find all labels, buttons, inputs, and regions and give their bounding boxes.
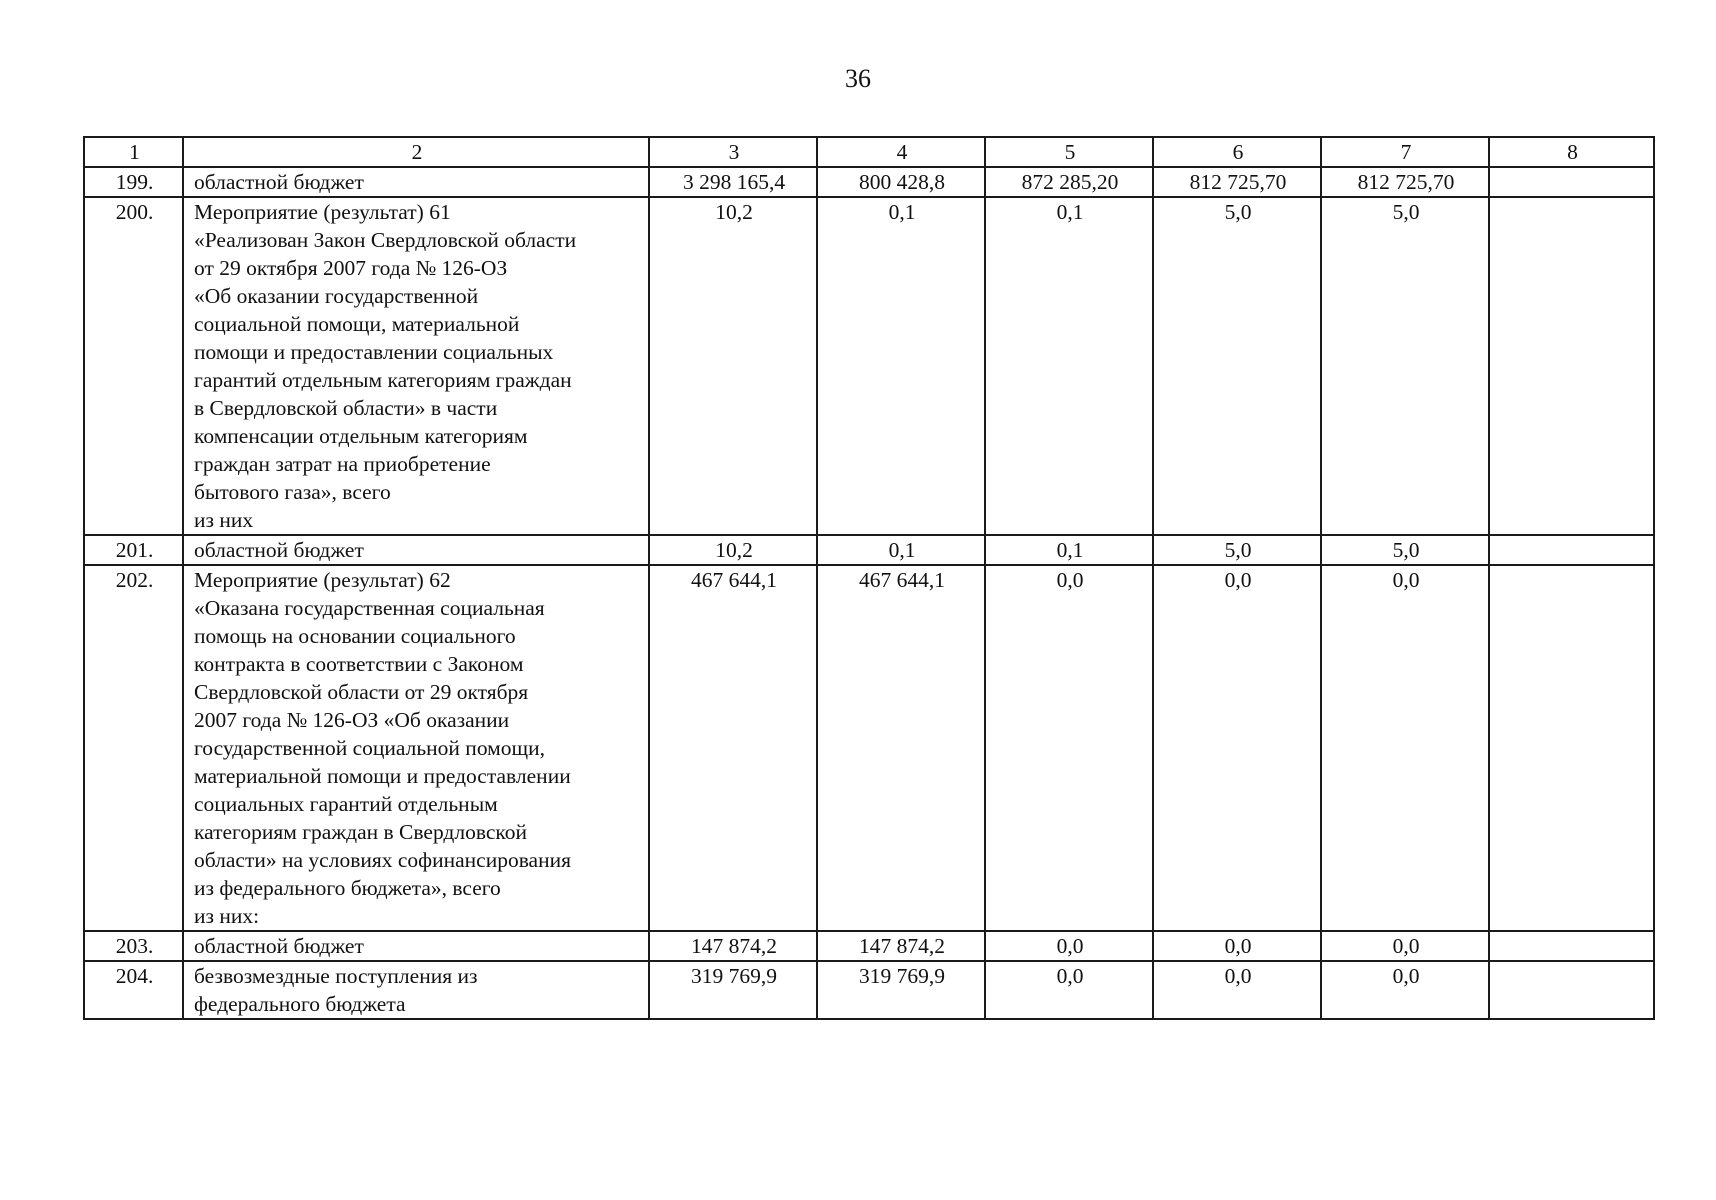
value-cell-col-3: 319 769,9	[649, 961, 817, 1019]
value-cell-col-6: 0,0	[1153, 565, 1321, 931]
description-line: области» на условиях софинансирования	[194, 848, 572, 872]
value-cell-col-8	[1489, 535, 1654, 565]
row-number: 202.	[84, 565, 183, 931]
description-line: Мероприятие (результат) 61	[194, 200, 451, 224]
row-description	[183, 565, 649, 931]
row-description	[183, 197, 649, 535]
header-row	[84, 137, 1654, 167]
value-cell-col-6: 5,0	[1153, 197, 1321, 535]
value-cell-col-3: 10,2	[649, 197, 817, 535]
description-line: помощи и предоставлении социальных	[194, 340, 554, 364]
value-cell-col-7: 5,0	[1321, 535, 1489, 565]
row-number: 203.	[84, 931, 183, 961]
description-line: 2007 года № 126-ОЗ «Об оказании	[194, 708, 510, 732]
value-cell-col-7: 812 725,70	[1321, 167, 1489, 197]
description-line: государственной социальной помощи,	[194, 736, 545, 760]
value-cell-col-3: 10,2	[649, 535, 817, 565]
value-cell-col-6: 0,0	[1153, 961, 1321, 1019]
column-header: 6	[1153, 137, 1321, 167]
description-line: гарантий отдельным категориям граждан	[194, 368, 572, 392]
value-cell-col-5: 0,0	[985, 931, 1153, 961]
value-cell-col-8	[1489, 197, 1654, 535]
description-line: Мероприятие (результат) 62	[194, 568, 451, 592]
column-header: 7	[1321, 137, 1489, 167]
description-line: из федерального бюджета», всего	[194, 876, 501, 900]
row-number: 200.	[84, 197, 183, 535]
row-description	[183, 931, 649, 961]
column-header: 3	[649, 137, 817, 167]
description-line: Свердловской области от 29 октября	[194, 680, 529, 704]
value-cell-col-3: 467 644,1	[649, 565, 817, 931]
description-line: федерального бюджета	[194, 992, 406, 1016]
row-description	[183, 167, 649, 197]
value-cell-col-4: 800 428,8	[817, 167, 985, 197]
description-line: социальной помощи, материальной	[194, 312, 520, 336]
description-line: из них	[194, 508, 254, 532]
description-line: категориям граждан в Свердловской	[194, 820, 528, 844]
description-line: «Об оказании государственной	[194, 284, 479, 308]
row-number: 201.	[84, 535, 183, 565]
column-header: 1	[84, 137, 183, 167]
budget-table	[83, 136, 1655, 1020]
value-cell-col-4: 0,1	[817, 535, 985, 565]
table-row	[84, 931, 1654, 961]
table-row	[84, 535, 1654, 565]
row-number: 199.	[84, 167, 183, 197]
value-cell-col-5: 872 285,20	[985, 167, 1153, 197]
value-cell-col-4: 467 644,1	[817, 565, 985, 931]
description-line: областной бюджет	[194, 170, 364, 194]
row-description	[183, 535, 649, 565]
description-line: из них:	[194, 904, 260, 928]
value-cell-col-7: 0,0	[1321, 931, 1489, 961]
value-cell-col-8	[1489, 565, 1654, 931]
description-line: материальной помощи и предоставлении	[194, 764, 571, 788]
description-line: областной бюджет	[194, 934, 364, 958]
table-row	[84, 197, 1654, 535]
value-cell-col-4: 319 769,9	[817, 961, 985, 1019]
description-line: от 29 октября 2007 года № 126-ОЗ	[194, 256, 508, 280]
value-cell-col-8	[1489, 961, 1654, 1019]
value-cell-col-6: 5,0	[1153, 535, 1321, 565]
value-cell-col-3: 3 298 165,4	[649, 167, 817, 197]
description-line: в Свердловской области» в части	[194, 396, 498, 420]
description-line: бытового газа», всего	[194, 480, 391, 504]
row-description	[183, 961, 649, 1019]
description-line: «Реализован Закон Свердловской области	[194, 228, 577, 252]
description-line: «Оказана государственная социальная	[194, 596, 545, 620]
description-line: контракта в соответствии с Законом	[194, 652, 524, 676]
value-cell-col-5: 0,0	[985, 565, 1153, 931]
value-cell-col-5: 0,1	[985, 197, 1153, 535]
value-cell-col-7: 0,0	[1321, 565, 1489, 931]
row-number: 204.	[84, 961, 183, 1019]
description-line: безвозмездные поступления из	[194, 964, 478, 988]
description-line: помощь на основании социального	[194, 624, 516, 648]
table-row	[84, 167, 1654, 197]
value-cell-col-5: 0,0	[985, 961, 1153, 1019]
value-cell-col-5: 0,1	[985, 535, 1153, 565]
table-row	[84, 961, 1654, 1019]
value-cell-col-8	[1489, 167, 1654, 197]
description-line: граждан затрат на приобретение	[194, 452, 491, 476]
page-number: 36	[845, 64, 871, 93]
column-header: 2	[183, 137, 649, 167]
value-cell-col-7: 0,0	[1321, 961, 1489, 1019]
description-line: социальных гарантий отдельным	[194, 792, 498, 816]
value-cell-col-4: 0,1	[817, 197, 985, 535]
description-line: областной бюджет	[194, 538, 364, 562]
column-header: 8	[1489, 137, 1654, 167]
value-cell-col-6: 812 725,70	[1153, 167, 1321, 197]
description-line: компенсации отдельным категориям	[194, 424, 528, 448]
column-header: 5	[985, 137, 1153, 167]
value-cell-col-6: 0,0	[1153, 931, 1321, 961]
value-cell-col-7: 5,0	[1321, 197, 1489, 535]
value-cell-col-8	[1489, 931, 1654, 961]
column-header: 4	[817, 137, 985, 167]
value-cell-col-3: 147 874,2	[649, 931, 817, 961]
value-cell-col-4: 147 874,2	[817, 931, 985, 961]
table-row	[84, 565, 1654, 931]
